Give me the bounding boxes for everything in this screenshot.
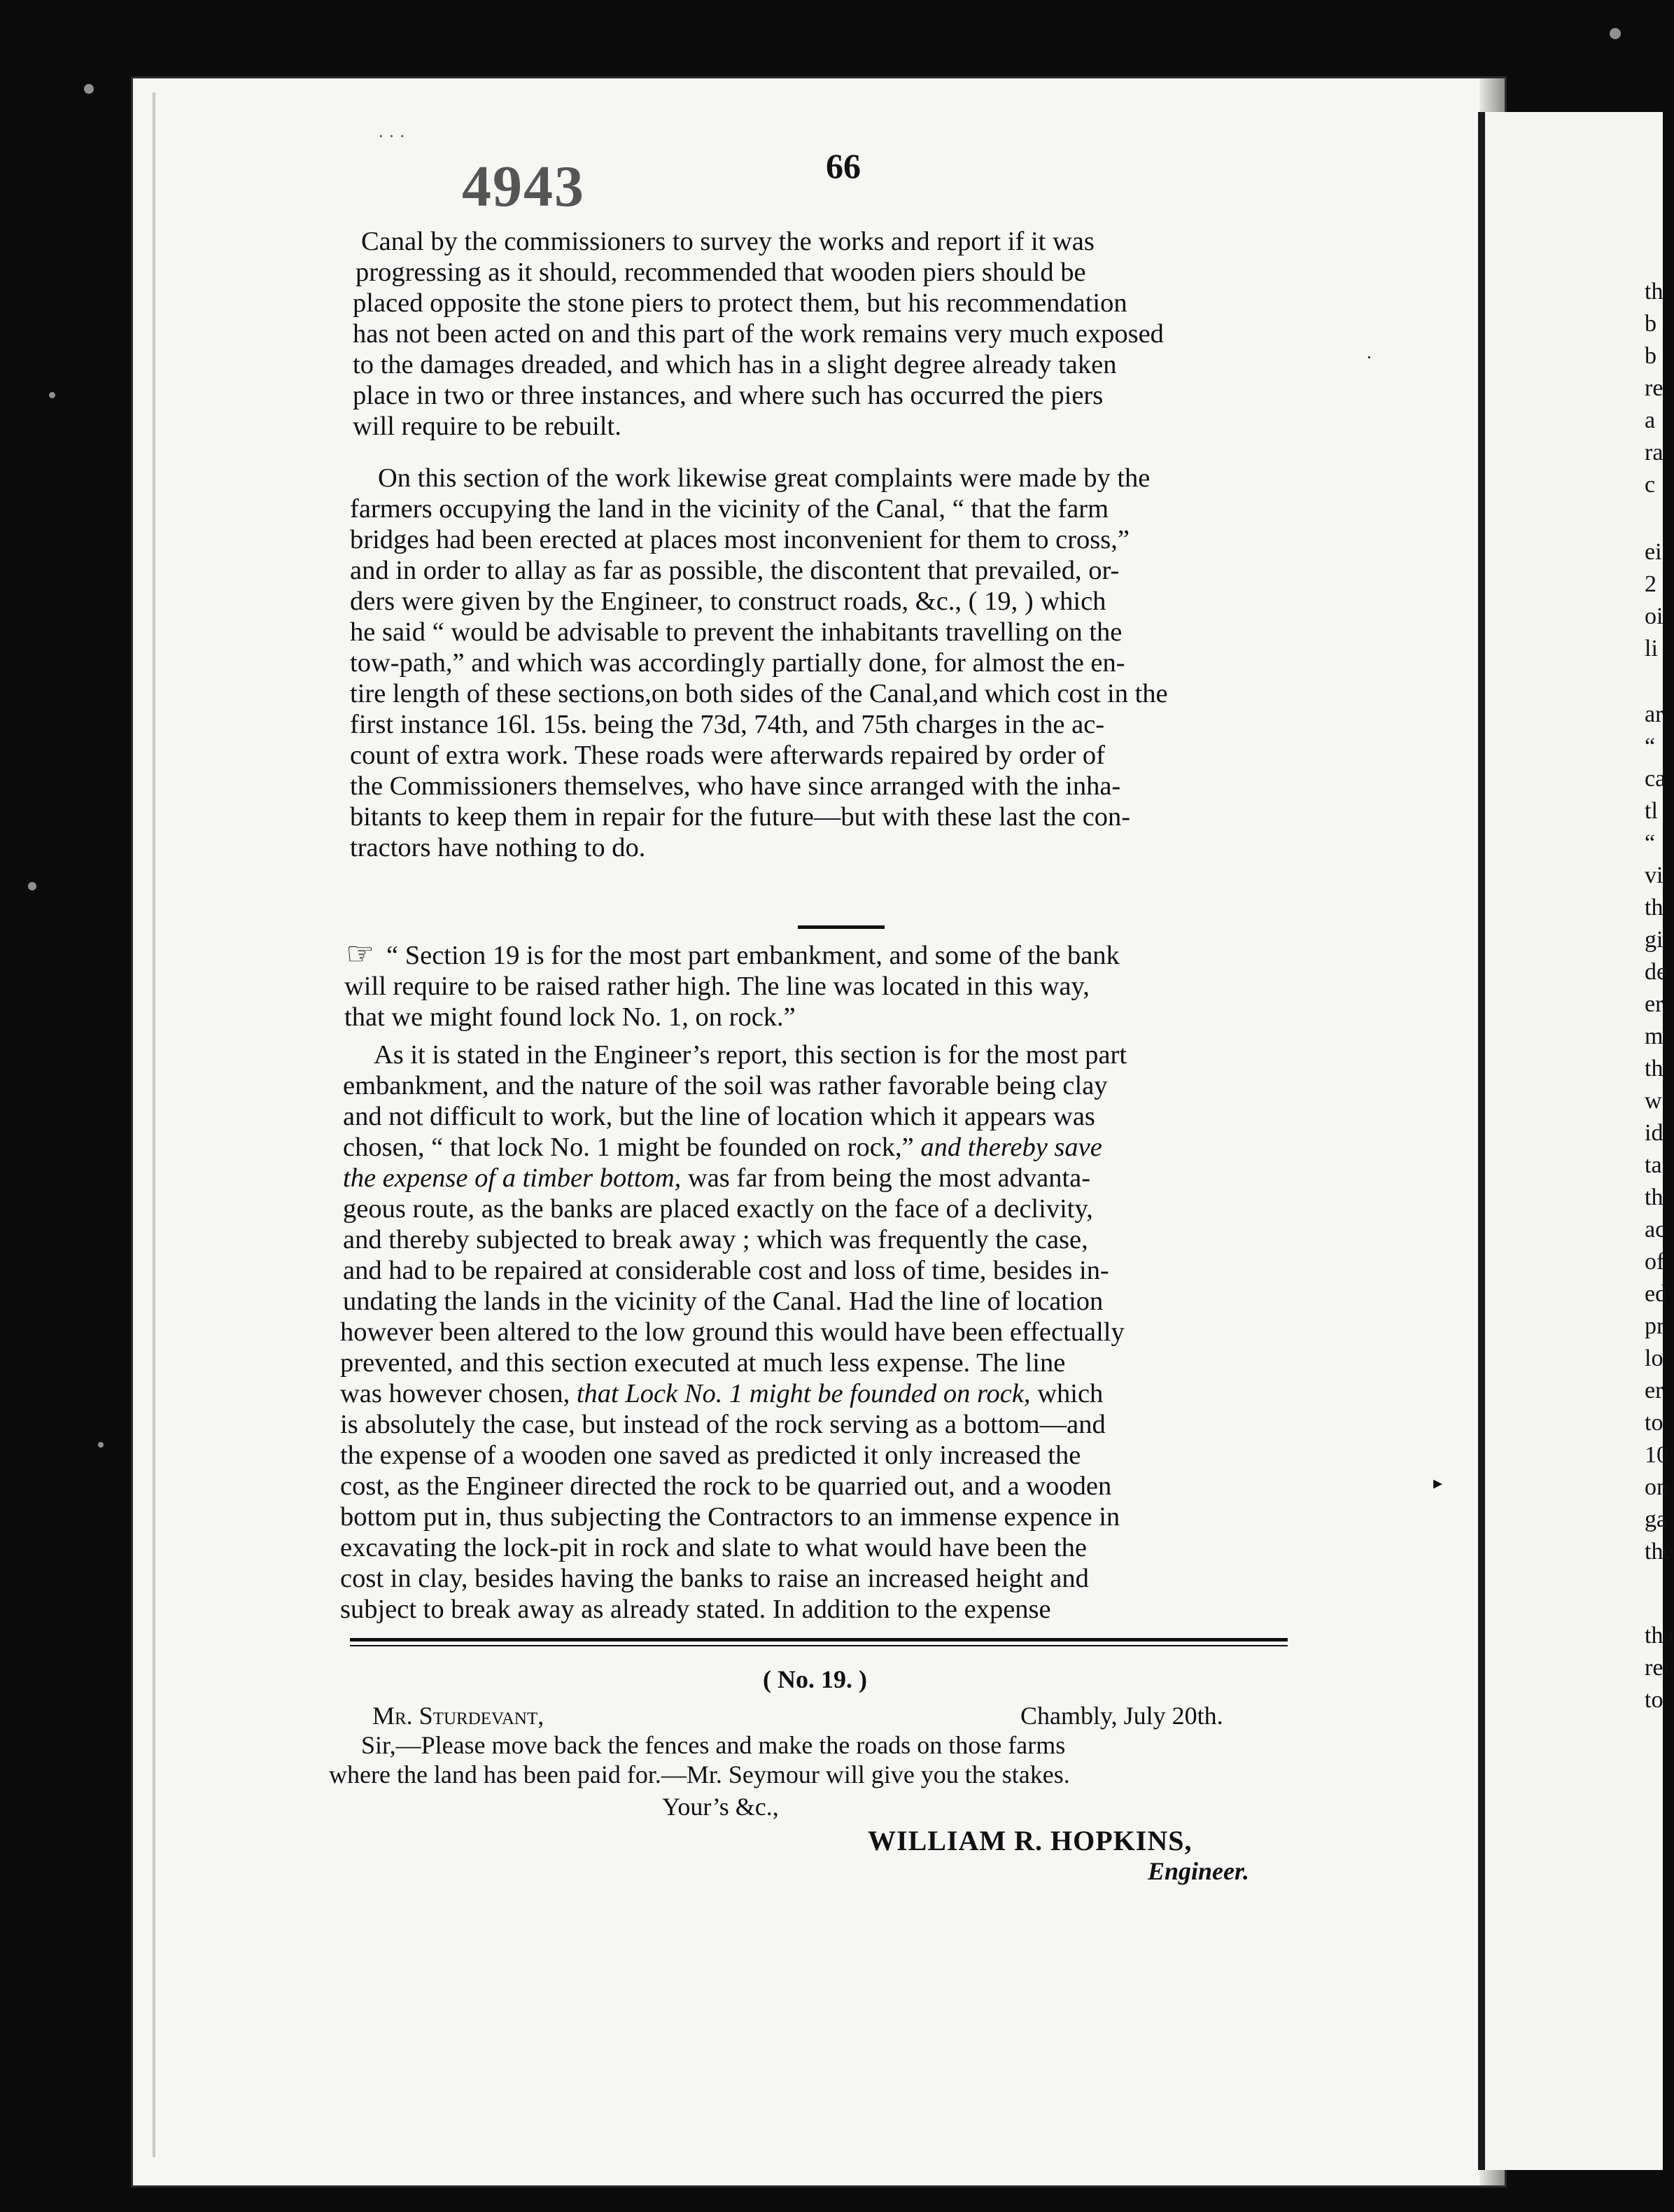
facing-page-line: er [1645, 991, 1664, 1017]
footnote-rule [350, 1638, 1288, 1642]
text-line: undating the lands in the vicinity of the Canal. Had the line of location [343, 1287, 1104, 1316]
text-line [340, 1378, 1103, 1410]
text-line: however been altered to the low ground this would have been effectually [340, 1317, 1125, 1347]
facing-page-line: a [1645, 407, 1656, 433]
facing-page-line: th [1645, 1056, 1664, 1082]
text-line: first instance 16l. 15s. being the 73d, 74th, and 75th charges in the ac- [350, 710, 1105, 739]
text-span: which [1030, 1379, 1104, 1408]
text-span: was however chosen, [340, 1379, 577, 1408]
facing-page-line: th [1645, 895, 1664, 920]
footnote-addressee: Mr. Sturdevant, [372, 1702, 544, 1730]
facing-page [1478, 112, 1663, 2170]
facing-page-line: lo [1645, 1345, 1664, 1371]
text-line: place in two or three instances, and where such has occurred the piers [353, 381, 1104, 410]
facing-page-line: tha [1645, 1623, 1674, 1648]
text-span: was far from being the most advanta- [681, 1163, 1091, 1193]
scan-speck [49, 392, 55, 398]
facing-page-line: to [1645, 1687, 1664, 1713]
footnote-rule-thin [350, 1645, 1288, 1646]
text-line: bottom put in, thus subjecting the Contractors to an immense expence in [340, 1502, 1120, 1532]
facing-page-line: rei [1645, 1655, 1670, 1681]
text-line: As it is stated in the Engineer’s report, this section is for the most part [374, 1040, 1127, 1070]
text-line: the expense of a wooden one saved as predicted it only increased the [340, 1441, 1081, 1470]
facing-page-line: vi [1645, 862, 1664, 888]
facing-page-line: b [1645, 343, 1657, 369]
facing-page-line: to [1645, 1410, 1664, 1436]
scan-speck [1610, 28, 1621, 39]
footnote-number: ( No. 19. ) [763, 1665, 867, 1693]
text-line: he said “ would be advisable to prevent the inhabitants travelling on the [350, 617, 1123, 647]
margin-mark: ▸ [1433, 1473, 1443, 1493]
text-line: subject to break away as already stated. In addition to the expense [340, 1595, 1051, 1624]
facing-page-line: “ [1645, 830, 1656, 856]
pointing-hand-icon: ☞ [346, 936, 375, 972]
facing-page-line: 2 [1645, 571, 1657, 597]
facing-page-line: gi [1645, 927, 1664, 953]
margin-mark: · [1366, 347, 1372, 368]
facing-page-line: ra [1645, 440, 1664, 465]
italic-span: and thereby save [920, 1133, 1102, 1162]
text-line: excavating the lock-pit in rock and slate to what would have been the [340, 1533, 1087, 1562]
footnote-date: Chambly, July 20th. [1020, 1702, 1223, 1730]
text-line: will require to be rebuilt. [353, 412, 621, 441]
facing-page-line: ei [1645, 539, 1662, 565]
text-line: count of extra work. These roads were afterwards repaired by order of [350, 741, 1105, 770]
text-line: tractors have nothing to do. [350, 833, 646, 862]
quote-line: will require to be raised rather high. The line was located in this way, [344, 972, 1090, 1001]
quote-line: that we might found lock No. 1, on rock.” [344, 1002, 796, 1032]
facing-page-line: li [1645, 636, 1658, 662]
text-line: prevented, and this section executed at much less expense. The line [340, 1348, 1066, 1378]
quote-line: “ Section 19 is for the most part embankment, and some of the bank [386, 941, 1120, 970]
facing-page-line: w [1645, 1088, 1662, 1114]
scan-speck [98, 1442, 104, 1448]
catalog-stamp: 4943 [462, 154, 585, 219]
text-line: farmers occupying the land in the vicinity of the Canal, “ that the farm [350, 494, 1109, 524]
facing-page-line: ca [1645, 766, 1666, 792]
text-line: progressing as it should, recommended that wooden piers should be [356, 258, 1086, 287]
page-binding-edge [153, 92, 155, 2157]
page-number: 66 [826, 146, 861, 186]
text-line: has not been acted on and this part of the work remains very much exposed [353, 319, 1164, 349]
text-line: is absolutely the case, but instead of the rock serving as a bottom—and [340, 1410, 1106, 1439]
text-line: bitants to keep them in repair for the future—but with these last the con- [350, 802, 1131, 832]
text-line: ders were given by the Engineer, to construct roads, &c., ( 19, ) which [350, 587, 1106, 616]
text-line: placed opposite the stone piers to protect them, but his recommendation [353, 288, 1127, 318]
facing-page-edge [1478, 112, 1485, 2170]
facing-page-line: b [1645, 311, 1657, 337]
facing-page-line: pr [1645, 1313, 1665, 1339]
footnote-closing: Your’s &c., [662, 1793, 779, 1821]
facing-page-line: er [1645, 1378, 1664, 1404]
facing-page-line: of [1645, 1249, 1665, 1275]
footnote-signature: WILLIAM R. HOPKINS, [868, 1825, 1193, 1856]
facing-page-line: 10 [1645, 1442, 1668, 1468]
text-line: and had to be repaired at considerable cost and loss of time, besides in- [343, 1256, 1109, 1285]
footnote-signature-title: Engineer. [1148, 1857, 1250, 1885]
facing-page-line: the [1645, 1539, 1674, 1564]
text-line: and not difficult to work, but the line of location which it appears was [343, 1102, 1095, 1131]
facing-page-line: c [1645, 472, 1656, 498]
text-span: chosen, “ that lock No. 1 might be founded on rock,” [343, 1133, 921, 1162]
facing-page-line: oi [1645, 603, 1664, 629]
text-line: cost, as the Engineer directed the rock to be quarried out, and a wooden [340, 1471, 1112, 1501]
facing-page-line: m [1645, 1023, 1664, 1049]
facing-page-line: th [1645, 279, 1664, 304]
text-line [343, 1162, 1090, 1194]
facing-page-line: “ [1645, 734, 1656, 760]
text-line: tow-path,” and which was accordingly partially done, for almost the en- [350, 648, 1125, 678]
facing-page-line: ac [1645, 1217, 1666, 1242]
text-line: Canal by the commissioners to survey the works and report if it was [361, 227, 1095, 256]
italic-span: the expense of a timber bottom, [343, 1163, 682, 1193]
facing-page-line: ta [1645, 1152, 1662, 1178]
footnote-body: where the land has been paid for.—Mr. Seymour will give you the stakes. [329, 1760, 1070, 1788]
text-line: cost in clay, besides having the banks to raise an increased height and [340, 1564, 1089, 1593]
facing-page-line: th [1645, 1184, 1664, 1210]
text-line: embankment, and the nature of the soil was rather favorable being clay [343, 1071, 1108, 1100]
footnote-body: Sir,—Please move back the fences and make the roads on those farms [361, 1731, 1066, 1759]
scan-speck [28, 882, 36, 890]
facing-page-line: tl [1645, 798, 1658, 824]
facing-page-line: re [1645, 375, 1664, 401]
text-line: On this section of the work likewise great complaints were made by the [378, 463, 1151, 493]
facing-page-line: id [1645, 1120, 1664, 1146]
text-line: the Commissioners themselves, who have since arranged with the inha- [350, 771, 1121, 801]
text-line [343, 1131, 1102, 1163]
stamp-marks: · · · [378, 126, 405, 146]
italic-span: that Lock No. 1 might be founded on rock, [576, 1379, 1031, 1408]
facing-page-line: ar [1645, 701, 1664, 727]
facing-page-line: on [1645, 1474, 1668, 1500]
facing-page-line: ed [1645, 1281, 1668, 1307]
scan-speck [84, 84, 94, 94]
text-line: and in order to allay as far as possible, the discontent that prevailed, or- [350, 556, 1120, 585]
section-divider [798, 925, 885, 929]
text-line: and thereby subjected to break away ; which was frequently the case, [343, 1225, 1088, 1254]
text-line: to the damages dreaded, and which has in a slight degree already taken [353, 350, 1117, 379]
text-line: geous route, as the banks are placed exactly on the face of a declivity, [343, 1194, 1093, 1224]
text-line: tire length of these sections,on both sides of the Canal,and which cost in the [350, 679, 1168, 708]
text-line: bridges had been erected at places most inconvenient for them to cross,” [350, 525, 1130, 554]
facing-page-line: de [1645, 959, 1668, 985]
facing-page-line: ga [1645, 1506, 1668, 1532]
